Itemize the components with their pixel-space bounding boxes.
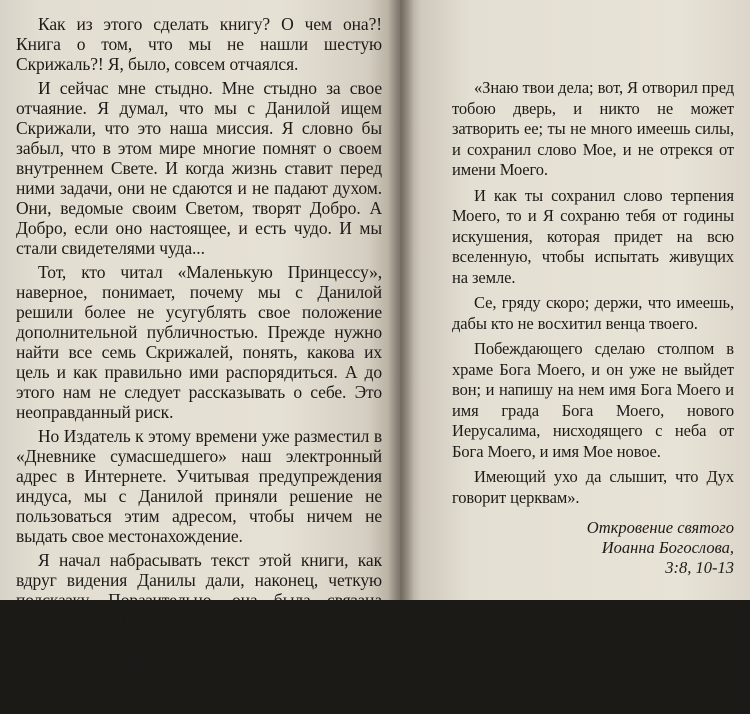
scripture-citation [452,518,734,578]
left-paragraph-4: Но Издатель к этому времени уже разместил в «Дневнике сумасшедшего» наш электронный адрес в Интернете. Учитывая предупреждения индуса, мы с Данилой приняли решение не пользоваться этим адресом, чтобы ничем не выдать свое местонахождение. [16,426,382,546]
book-gutter-shadow [388,0,414,600]
right-paragraph-3: Се, гряду скоро; держи, что имеешь, дабы кто не восхитил венца твоего. [452,293,734,333]
right-paragraph-2: И как ты сохранил слово терпения Моего, то и Я сохраню тебя от годины искушения, которая придет на всю вселенную, чтобы испытать живущих на земле. [452,185,734,287]
left-paragraph-3: Тот, кто читал «Маленькую Принцессу», наверное, понимает, почему мы с Данилой решили более не усугублять свое положение дополнительной публичностью. Прежде нужно найти все семь Скрижалей, понять, какова их цель и как правильно ими распорядиться. А до этого нам не следует рассказывать о себе. Это неоправданный риск. [16,262,382,422]
right-paragraph-4: Побеждающего сделаю столпом в храме Бога Моего, и он уже не выйдет вон; и напишу на нем имя Бога Моего и имя града Бога Моего, нового Иерусалима, нисходящего с неба от Бога Моего, и имя Мое новое. [452,339,734,461]
right-paragraph-5: Имеющий ухо да слышит, что Дух говорит церквам». [452,467,734,507]
left-paragraph-1: Как из этого сделать книгу? О чем она?! Книга о том, что мы не нашли шестую Скрижаль?! Я, было, совсем отчаялся. [16,14,382,74]
right-paragraph-1: «Знаю твои дела; вот, Я отворил пред тобою дверь, и никто не может затворить ее; ты не много имеешь силы, и сохранил слово Мое, и не отрекся от имени Моего. [452,78,734,179]
citation-line-2: Иоанна Богослова, [601,538,734,557]
citation-line-1: Откровение святого [586,518,734,537]
citation-line-3: 3:8, 10-13 [665,558,734,577]
left-paragraph-2: И сейчас мне стыдно. Мне стыдно за свое отчаяние. Я думал, что мы с Данилой ищем Скрижали, что это наша миссия. Я словно бы забыл, что в этом мире многие помнят о своем внутреннем Свете. И когда жизнь ставит перед ними задачи, они не сдаются и не падают духом. Они, ведомые своим Светом, творят Добро. А Добро, если оно настоящее, и есть чудо. И мы стали свидетелями чуда... [16,78,382,258]
right-page [400,0,750,600]
left-paragraph-6: Среди сотен и сотен писем нас ждало одно — от Саши. [16,674,382,714]
left-paragraph-5: Я начал набрасывать текст этой книги, как вдруг видения Данилы дали, наконец, четкую подсказку. Поразительно, она была связана именно с Интернетом. Мы бросились в ближайший компьютерный клуб и обратились к своему электронному почтовому ящику. [16,550,382,670]
